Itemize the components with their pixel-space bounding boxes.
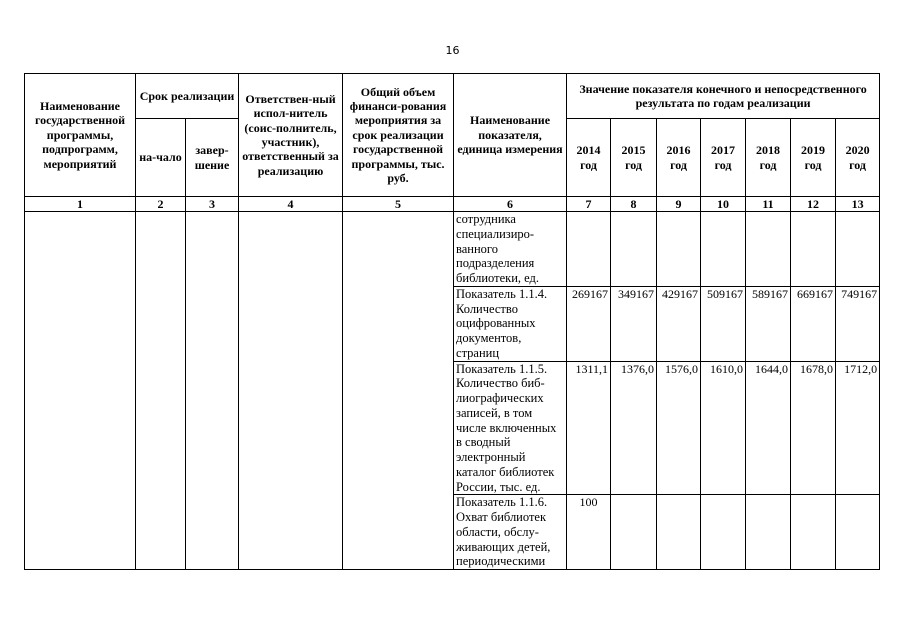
value-cell: 509167 <box>701 286 746 361</box>
header-term: Срок реализации <box>136 74 239 119</box>
value-cell: 1678,0 <box>791 361 836 495</box>
value-cell <box>611 495 657 570</box>
column-number: 9 <box>657 197 701 212</box>
value-cell: 669167 <box>791 286 836 361</box>
header-year: 2020 год <box>836 119 880 197</box>
value-cell: 589167 <box>746 286 791 361</box>
term-start-cell <box>136 212 186 570</box>
value-cell: 100 <box>567 495 611 570</box>
responsible-cell <box>239 212 343 570</box>
value-cell <box>657 495 701 570</box>
column-number: 7 <box>567 197 611 212</box>
header-year: 2016 год <box>657 119 701 197</box>
value-cell <box>701 495 746 570</box>
header-year: 2015 год <box>611 119 657 197</box>
value-cell: 1576,0 <box>657 361 701 495</box>
table-row <box>25 212 880 287</box>
column-number: 6 <box>454 197 567 212</box>
header-indicator: Наименование показателя, единица измерения <box>454 74 567 197</box>
page-number: 16 <box>445 44 460 57</box>
indicator-cell: Показатель 1.1.6. Охват библиотек области, обслу-живающих детей, периодическими <box>454 495 567 570</box>
header-year: 2018 год <box>746 119 791 197</box>
column-number: 2 <box>136 197 186 212</box>
value-cell: 1610,0 <box>701 361 746 495</box>
column-number: 11 <box>746 197 791 212</box>
header-term-start: на-чало <box>136 119 186 197</box>
value-cell <box>791 495 836 570</box>
indicators-table <box>24 73 880 570</box>
column-number: 4 <box>239 197 343 212</box>
column-number: 1 <box>25 197 136 212</box>
funding-cell <box>343 212 454 570</box>
column-number: 5 <box>343 197 454 212</box>
column-number: 8 <box>611 197 657 212</box>
value-cell <box>746 495 791 570</box>
column-number: 3 <box>186 197 239 212</box>
value-cell <box>746 212 791 287</box>
indicator-cell: сотрудника специализиро-ванного подразделения библиотеки, ед. <box>454 212 567 287</box>
value-cell: 269167 <box>567 286 611 361</box>
column-number: 12 <box>791 197 836 212</box>
value-cell <box>701 212 746 287</box>
column-number: 10 <box>701 197 746 212</box>
value-cell <box>791 212 836 287</box>
header-funding: Общий объем финанси-рования мероприятия за срок реализации государственной программы, тыс. руб. <box>343 74 454 197</box>
header-year: 2019 год <box>791 119 836 197</box>
header-year: 2014 год <box>567 119 611 197</box>
value-cell <box>836 212 880 287</box>
value-cell <box>611 212 657 287</box>
value-cell: 1644,0 <box>746 361 791 495</box>
term-end-cell <box>186 212 239 570</box>
value-cell <box>657 212 701 287</box>
header-term-end: завер-шение <box>186 119 239 197</box>
value-cell: 1376,0 <box>611 361 657 495</box>
indicator-cell: Показатель 1.1.4. Количество оцифрованных документов, страниц <box>454 286 567 361</box>
value-cell: 749167 <box>836 286 880 361</box>
header-year: 2017 год <box>701 119 746 197</box>
column-numbers-row <box>25 197 880 212</box>
value-cell: 1311,1 <box>567 361 611 495</box>
column-number: 13 <box>836 197 880 212</box>
value-cell <box>567 212 611 287</box>
program-name-cell <box>25 212 136 570</box>
header-program-name: Наименование государственной программы, подпрограмм, мероприятий <box>25 74 136 197</box>
header-responsible: Ответствен-ный испол-нитель (соис-полнитель, участник), ответственный за реализацию <box>239 74 343 197</box>
value-cell: 1712,0 <box>836 361 880 495</box>
indicator-cell: Показатель 1.1.5. Количество биб-лиографических записей, в том числе включенных в сводный электронный каталог библиотек России, тыс. ед. <box>454 361 567 495</box>
value-cell: 349167 <box>611 286 657 361</box>
value-cell: 429167 <box>657 286 701 361</box>
header-values-group: Значение показателя конечного и непосредственного результата по годам реализации <box>567 74 880 119</box>
value-cell <box>836 495 880 570</box>
